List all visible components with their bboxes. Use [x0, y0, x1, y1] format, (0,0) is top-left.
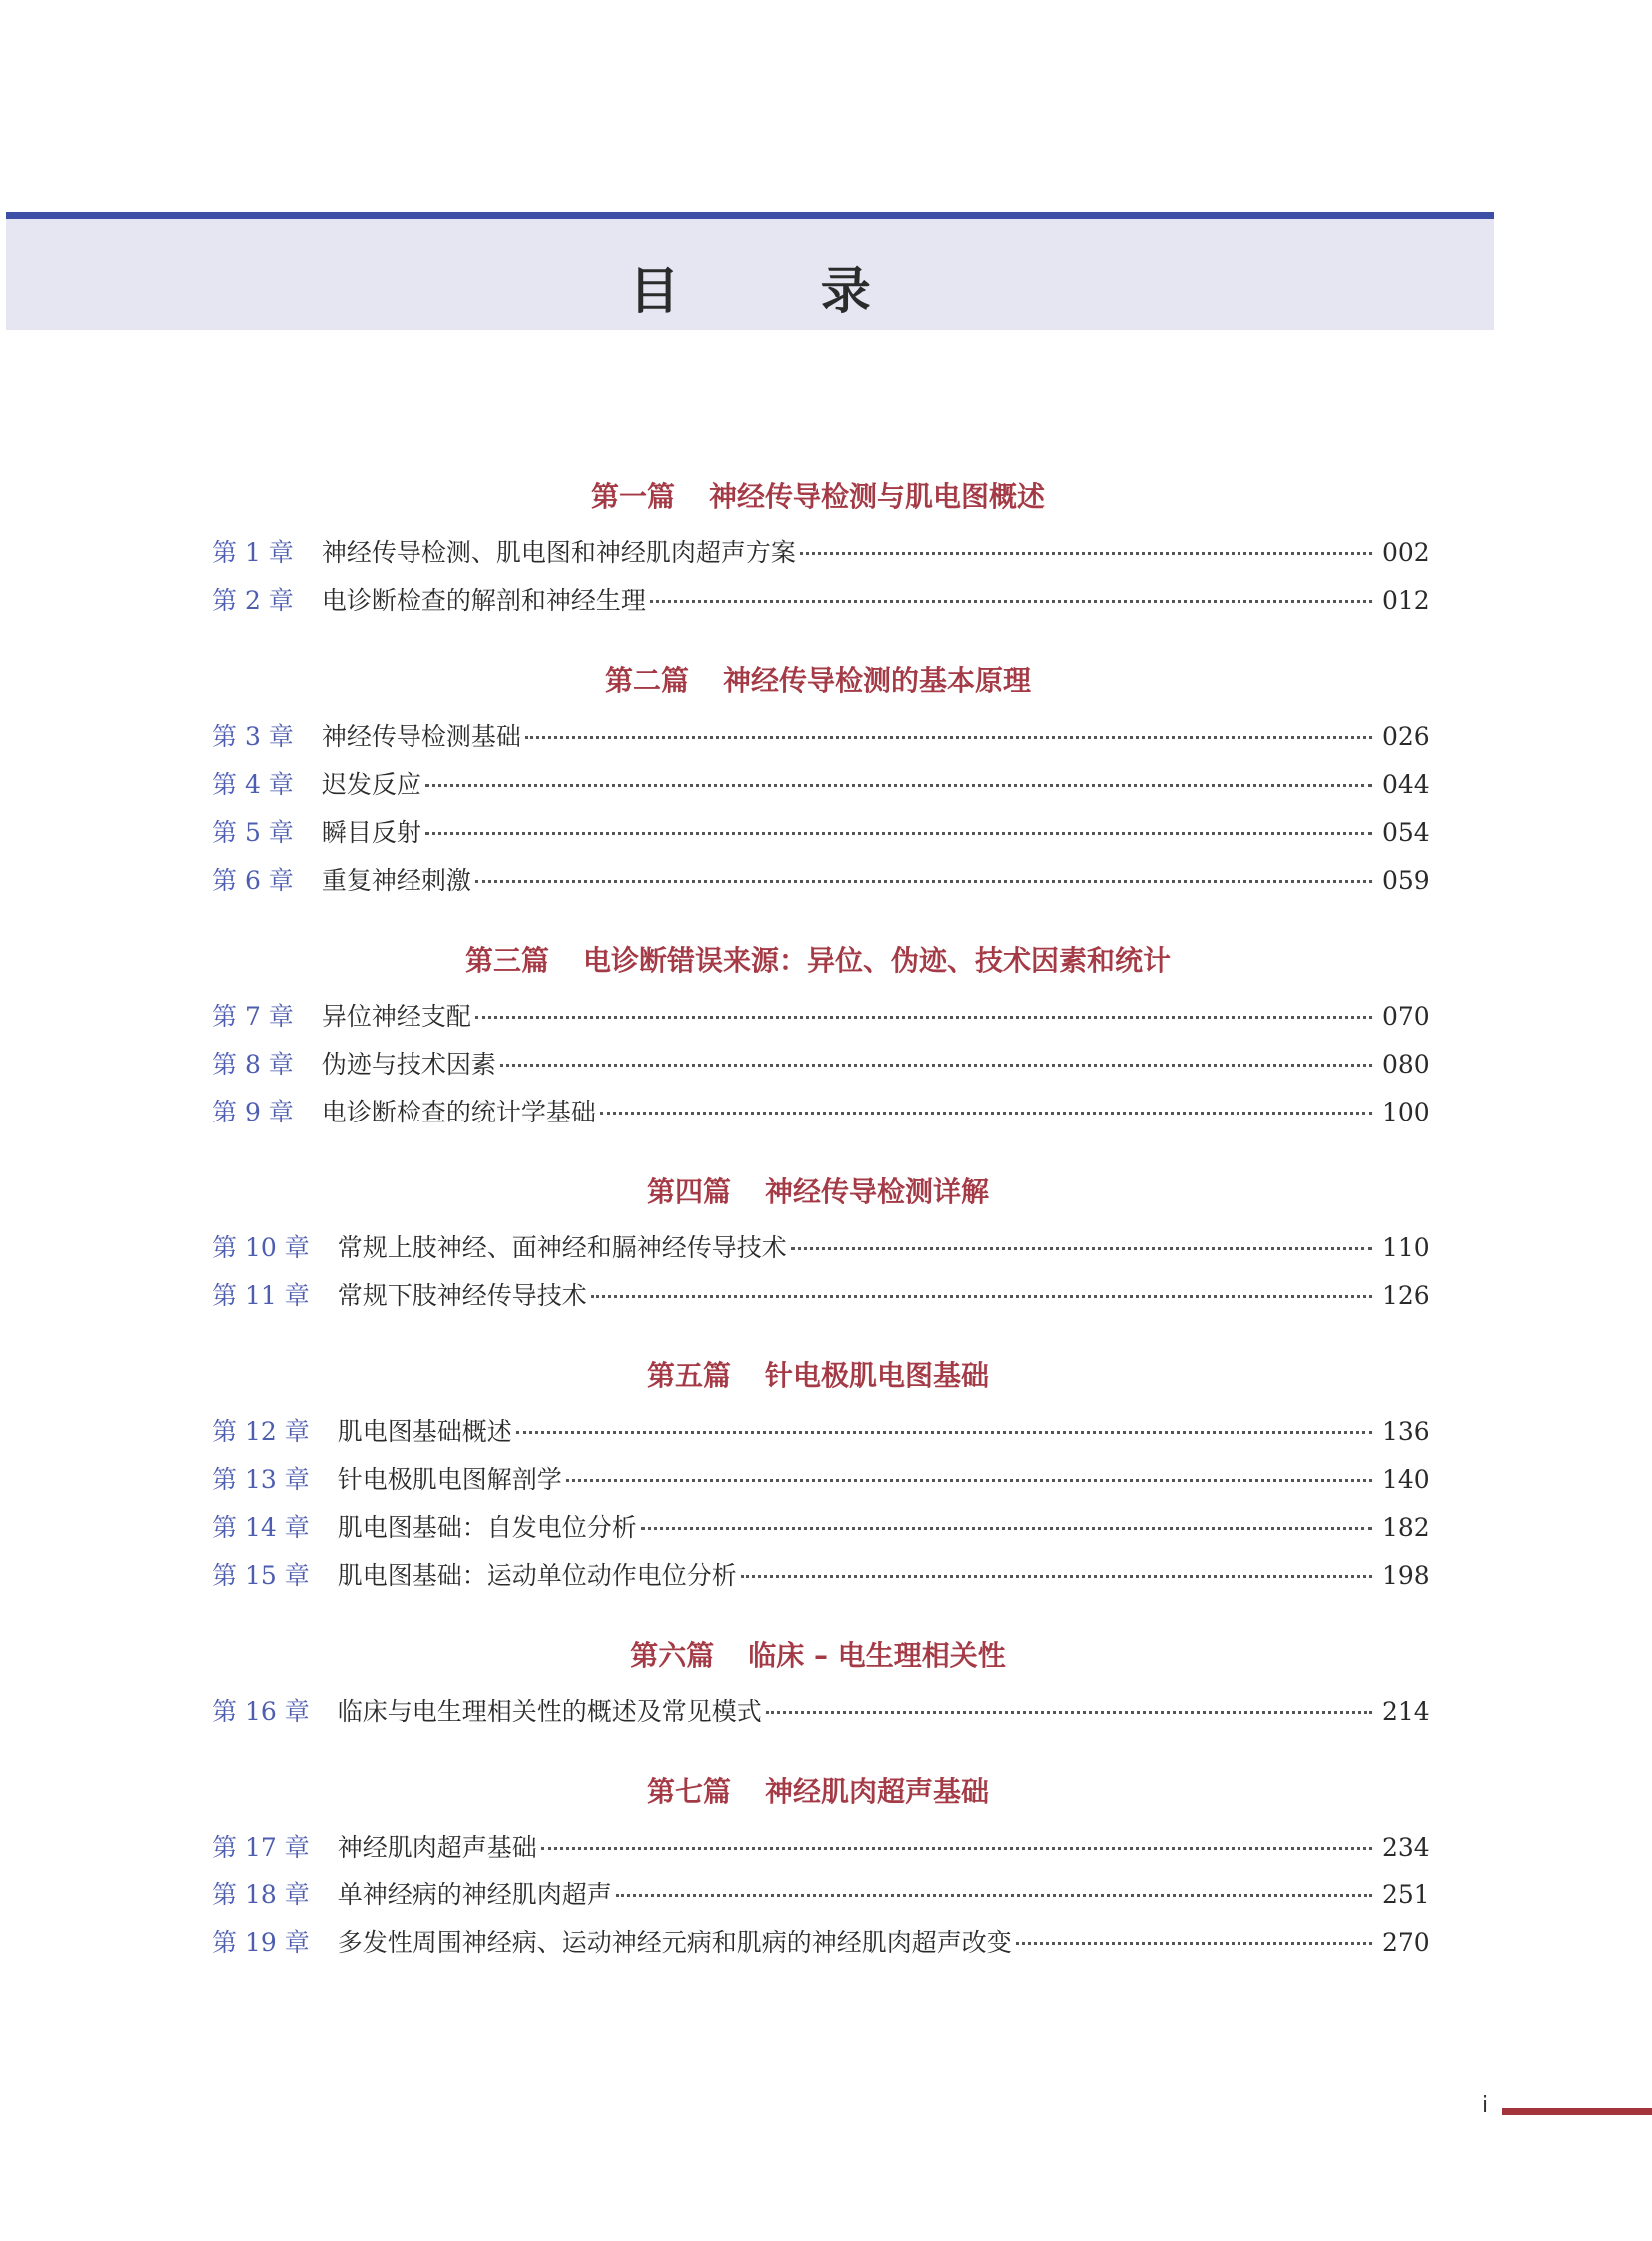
chapter-page-number: 012 [1382, 586, 1430, 615]
chapter-title: 神经肌肉超声基础 [337, 1833, 537, 1862]
dot-leader [425, 832, 1372, 835]
chapter-page-number: 054 [1382, 818, 1430, 847]
chapter-page-number: 100 [1382, 1098, 1430, 1126]
part-number: 第三篇 [464, 944, 549, 977]
toc-entry[interactable] [212, 1504, 1430, 1552]
dot-leader [541, 1847, 1372, 1850]
toc-entry[interactable] [212, 761, 1430, 809]
chapter-title: 肌电图基础：运动单位动作电位分析 [337, 1561, 737, 1590]
toc-entry[interactable] [212, 1688, 1430, 1736]
chapter-page-number: 059 [1382, 866, 1430, 895]
chapter-title: 临床与电生理相关性的概述及常见模式 [337, 1697, 762, 1726]
toc-entry[interactable] [212, 857, 1430, 905]
folio-accent-bar [1502, 2108, 1652, 2115]
dot-leader [475, 880, 1372, 883]
chapter-page-number: 126 [1382, 1281, 1430, 1310]
chapter-page-number: 234 [1382, 1833, 1430, 1862]
chapter-number: 第 2 章 [212, 586, 294, 615]
dot-leader [791, 1247, 1372, 1250]
part-heading [212, 941, 1424, 981]
title-banner [6, 212, 1494, 330]
part-number: 第二篇 [604, 664, 689, 697]
part-number: 第四篇 [646, 1175, 731, 1208]
chapter-number: 第 7 章 [212, 1002, 294, 1031]
chapter-number: 第 17 章 [212, 1833, 310, 1862]
toc-entry[interactable] [212, 1408, 1430, 1456]
dot-leader [766, 1711, 1372, 1714]
chapter-page-number: 136 [1382, 1417, 1430, 1446]
dot-leader [800, 552, 1372, 555]
chapter-title: 神经传导检测基础 [321, 722, 521, 751]
dot-leader [1016, 1942, 1372, 1945]
chapter-title: 迟发反应 [321, 770, 421, 799]
part-heading [212, 1172, 1424, 1212]
toc-entry[interactable] [212, 993, 1430, 1041]
chapter-number: 第 6 章 [212, 866, 294, 895]
chapter-page-number: 110 [1382, 1233, 1430, 1262]
chapter-number: 第 3 章 [212, 722, 294, 751]
chapter-title: 肌电图基础概述 [337, 1417, 512, 1446]
chapter-number: 第 1 章 [212, 538, 294, 567]
dot-leader [475, 1016, 1372, 1019]
dot-leader [591, 1295, 1372, 1298]
chapter-page-number: 070 [1382, 1002, 1430, 1031]
chapter-page-number: 182 [1382, 1513, 1430, 1542]
part-title: 神经传导检测的基本原理 [723, 664, 1032, 697]
chapter-title: 电诊断检查的解剖和神经生理 [321, 586, 646, 615]
chapter-title: 电诊断检查的统计学基础 [321, 1098, 596, 1126]
part-title: 神经肌肉超声基础 [765, 1775, 990, 1808]
chapter-title: 多发性周围神经病、运动神经元病和肌病的神经肌肉超声改变 [337, 1928, 1012, 1957]
chapter-title: 常规上肢神经、面神经和膈神经传导技术 [337, 1233, 787, 1262]
toc-entry[interactable] [212, 1041, 1430, 1089]
chapter-number: 第 9 章 [212, 1098, 294, 1126]
dot-leader [641, 1527, 1372, 1530]
page-title: 目 录 [629, 261, 933, 320]
chapter-page-number: 044 [1382, 770, 1430, 799]
toc-entry[interactable] [212, 1919, 1430, 1967]
toc-entry[interactable] [212, 809, 1430, 857]
chapter-page-number: 002 [1382, 538, 1430, 567]
part-number: 第一篇 [590, 480, 675, 513]
chapter-number: 第 5 章 [212, 818, 294, 847]
dot-leader [516, 1431, 1372, 1434]
chapter-number: 第 16 章 [212, 1697, 310, 1726]
dot-leader [741, 1575, 1372, 1578]
part-title: 神经传导检测详解 [765, 1175, 990, 1208]
chapter-number: 第 18 章 [212, 1880, 310, 1909]
part-title: 临床 – 电生理相关性 [748, 1639, 1006, 1672]
dot-leader [650, 600, 1372, 603]
chapter-title: 常规下肢神经传导技术 [337, 1281, 587, 1310]
chapter-number: 第 14 章 [212, 1513, 310, 1542]
toc-entry[interactable] [212, 1824, 1430, 1871]
toc-entry[interactable] [212, 529, 1430, 577]
part-title: 电诊断错误来源：异位、伪迹、技术因素和统计 [583, 944, 1172, 977]
part-heading [212, 1356, 1424, 1396]
dot-leader [500, 1064, 1372, 1067]
chapter-title: 瞬目反射 [321, 818, 421, 847]
dot-leader [600, 1112, 1372, 1115]
chapter-page-number: 251 [1382, 1880, 1430, 1909]
chapter-page-number: 214 [1382, 1697, 1430, 1726]
toc-entry[interactable] [212, 1272, 1430, 1320]
chapter-page-number: 140 [1382, 1465, 1430, 1494]
dot-leader [616, 1894, 1372, 1897]
part-heading [212, 1772, 1424, 1812]
part-number: 第五篇 [646, 1359, 731, 1392]
chapter-number: 第 10 章 [212, 1233, 310, 1262]
toc-entry[interactable] [212, 1089, 1430, 1136]
chapter-number: 第 13 章 [212, 1465, 310, 1494]
chapter-number: 第 12 章 [212, 1417, 310, 1446]
chapter-page-number: 080 [1382, 1050, 1430, 1079]
chapter-title: 异位神经支配 [321, 1002, 471, 1031]
chapter-page-number: 270 [1382, 1928, 1430, 1957]
toc-entry[interactable] [212, 1552, 1430, 1600]
chapter-title: 神经传导检测、肌电图和神经肌肉超声方案 [321, 538, 796, 567]
chapter-title: 针电极肌电图解剖学 [337, 1465, 562, 1494]
table-of-contents [212, 477, 1430, 1967]
dot-leader [566, 1479, 1372, 1482]
toc-entry[interactable] [212, 577, 1430, 625]
chapter-title: 伪迹与技术因素 [321, 1050, 496, 1079]
part-title: 针电极肌电图基础 [765, 1359, 990, 1392]
dot-leader [525, 736, 1372, 739]
dot-leader [425, 784, 1372, 787]
toc-entry[interactable] [212, 1456, 1430, 1504]
toc-entry[interactable] [212, 713, 1430, 761]
part-heading [212, 661, 1424, 701]
chapter-title: 重复神经刺激 [321, 866, 471, 895]
chapter-title: 肌电图基础：自发电位分析 [337, 1513, 637, 1542]
chapter-number: 第 19 章 [212, 1928, 310, 1957]
chapter-number: 第 8 章 [212, 1050, 294, 1079]
part-heading [212, 1636, 1424, 1676]
chapter-page-number: 198 [1382, 1561, 1430, 1590]
toc-entry[interactable] [212, 1871, 1430, 1919]
part-heading [212, 477, 1424, 517]
chapter-number: 第 11 章 [212, 1281, 310, 1310]
chapter-title: 单神经病的神经肌肉超声 [337, 1880, 612, 1909]
chapter-number: 第 15 章 [212, 1561, 310, 1590]
part-title: 神经传导检测与肌电图概述 [709, 480, 1046, 513]
chapter-number: 第 4 章 [212, 770, 294, 799]
chapter-page-number: 026 [1382, 722, 1430, 751]
part-number: 第六篇 [630, 1639, 715, 1672]
part-number: 第七篇 [646, 1775, 731, 1808]
page-number: i [1482, 2093, 1489, 2118]
toc-entry[interactable] [212, 1224, 1430, 1272]
